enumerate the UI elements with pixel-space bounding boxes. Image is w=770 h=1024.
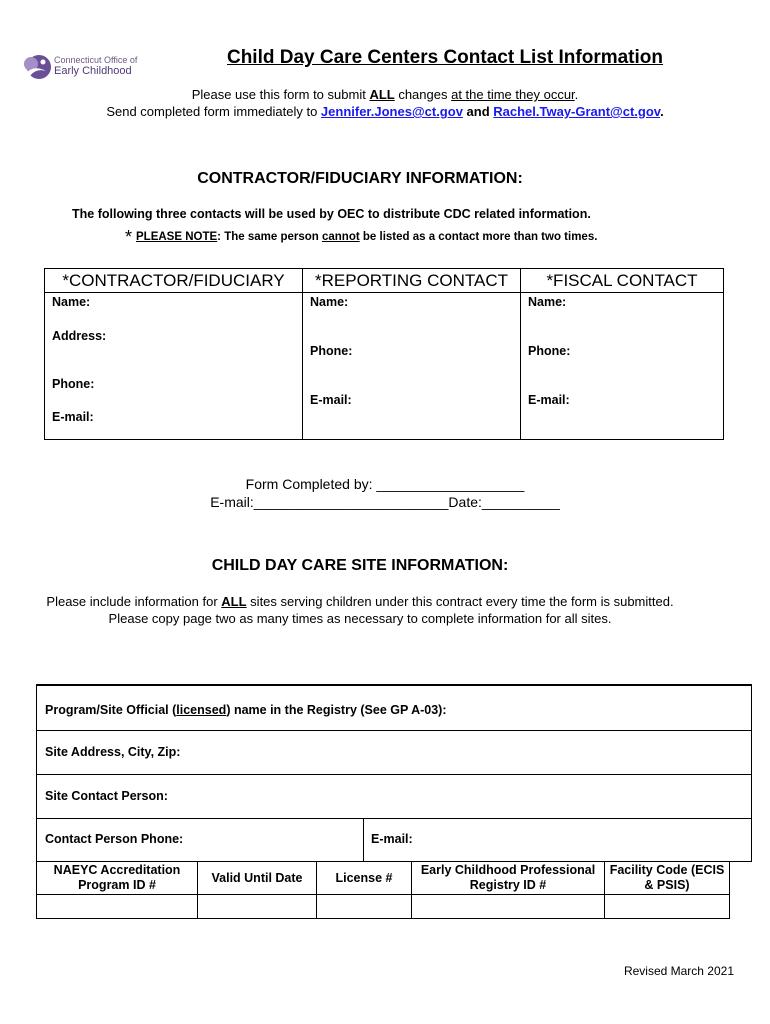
license-header: License # [335, 870, 393, 885]
contractor-section-heading: CONTRACTOR/FIDUCIARY INFORMATION: [197, 170, 523, 187]
logo-line2: Early Childhood [54, 65, 132, 77]
intro-line1: Please use this form to submit ALL changes at the time they occur. [191, 87, 579, 102]
email-link-jennifer[interactable]: Jennifer.Jones@ct.gov [320, 104, 463, 119]
form-completed-by-field[interactable]: Form Completed by: ___________________ [245, 476, 525, 492]
site-official-label: Program/Site Official (licensed) name in the Registry (See GP A-03): [45, 703, 447, 717]
registry-id-input-cell[interactable] [412, 896, 604, 918]
reporting-contact-header: *REPORTING CONTACT [303, 269, 520, 293]
fiscal-phone-field[interactable]: Phone: [528, 344, 571, 358]
contractor-email-field[interactable]: E-mail: [52, 410, 94, 424]
site-contact-person-row[interactable] [36, 774, 752, 819]
facility-code-header: Facility Code (ECIS & PSIS) [609, 863, 725, 892]
site-section-heading: CHILD DAY CARE SITE INFORMATION: [211, 557, 509, 574]
page-title: Child Day Care Centers Contact List Information [226, 47, 663, 68]
site-id-grid [36, 861, 730, 919]
contacts-lead-text: The following three contacts will be used by OEC to distribute CDC related information. [72, 207, 591, 221]
valid-until-header: Valid Until Date [211, 870, 303, 885]
naeyc-id-header: NAEYC Accreditation Program ID # [53, 863, 181, 892]
reporting-contact-column [303, 269, 521, 439]
fiscal-contact-header: *FISCAL CONTACT [521, 269, 723, 293]
reporting-email-field[interactable]: E-mail: [310, 393, 352, 407]
contacts-table [44, 268, 724, 440]
grid-row-divider [37, 894, 729, 895]
license-input-cell[interactable] [317, 896, 411, 918]
fiscal-name-field[interactable]: Name: [528, 295, 567, 309]
revised-date: Revised March 2021 [623, 964, 734, 978]
intro-line2: Send completed form immediately to Jennifer.Jones@ct.gov and Rachel.Tway-Grant@ct.gov. [106, 104, 664, 119]
contact-phone-label[interactable]: Contact Person Phone: [45, 832, 184, 846]
reporting-name-field[interactable]: Name: [310, 295, 349, 309]
logo-line1: Connecticut Office of [54, 55, 138, 65]
contractor-phone-field[interactable]: Phone: [52, 377, 95, 391]
site-instructions-line2: Please copy page two as many times as necessary to complete information for all sites. [108, 611, 612, 626]
reporting-phone-field[interactable]: Phone: [310, 344, 353, 358]
form-completed-email-date-field[interactable]: E-mail:_________________________Date:__________ [210, 494, 560, 510]
contractor-name-field[interactable]: Name: [52, 295, 91, 309]
facility-code-input-cell[interactable] [605, 896, 729, 918]
email-link-rachel[interactable]: Rachel.Tway-Grant@ct.gov [493, 104, 661, 119]
site-address-row[interactable] [36, 730, 752, 775]
please-note: * PLEASE NOTE: The same person cannot be listed as a contact more than two times. [125, 227, 598, 247]
site-contact-person-label: Site Contact Person: [45, 789, 168, 803]
contractor-header: *CONTRACTOR/FIDUCIARY [45, 269, 302, 293]
registry-id-header: Early Childhood Professional Registry ID # [420, 863, 596, 892]
site-instructions-line1: Please include information for ALL sites serving children under this contract every time the form is submitted. [46, 594, 674, 609]
contractor-address-field[interactable]: Address: [52, 329, 107, 343]
site-address-label: Site Address, City, Zip: [45, 745, 181, 759]
naeyc-id-input-cell[interactable] [37, 896, 197, 918]
contact-email-label[interactable]: E-mail: [371, 832, 413, 846]
valid-until-input-cell[interactable] [198, 896, 316, 918]
fiscal-contact-column [521, 269, 723, 439]
contractor-column [45, 269, 303, 439]
fiscal-email-field[interactable]: E-mail: [528, 393, 570, 407]
site-official-row[interactable] [36, 684, 752, 731]
contact-phone-email-row [36, 818, 752, 862]
row-divider [363, 818, 364, 861]
